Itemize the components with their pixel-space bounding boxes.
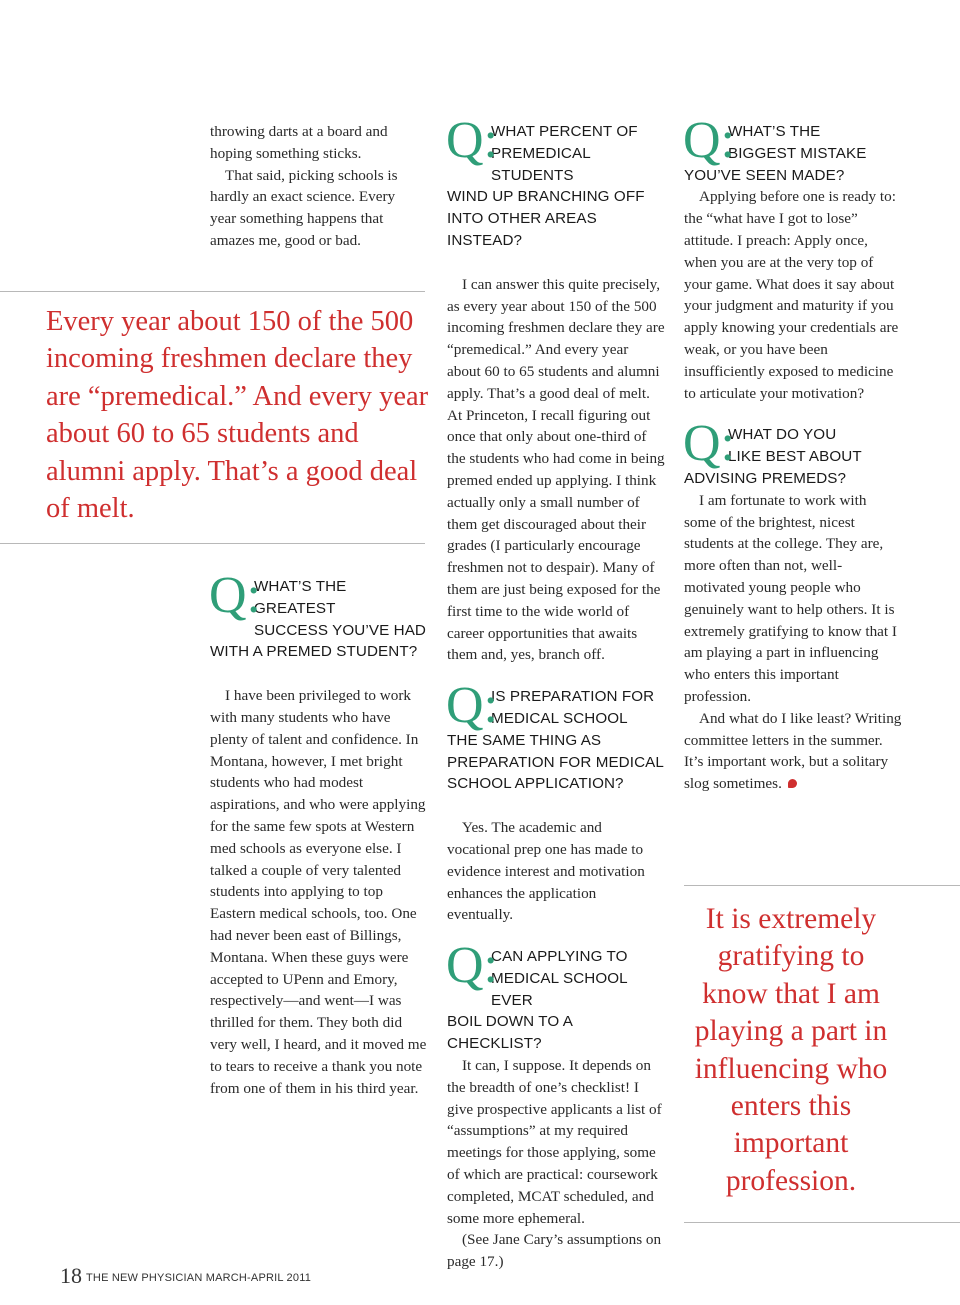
q-mark: Q: [209, 567, 261, 624]
question-line: LIKE BEST ABOUT [728, 448, 862, 466]
question-line: MEDICAL SCHOOL [491, 709, 628, 727]
answer-paragraph: Applying before one is ready to: the “what have I got to lose” attitude. I preach: Apply once, when you are at the very top of your game. What does it say about your judgment and maturity if you apply knowing your credentials are weak, or you have been insufficiently exposed to medicine to articulate your motivation? [684, 188, 899, 402]
question-line: PREMEDICAL STUDENTS [491, 144, 591, 184]
end-mark-icon [788, 779, 797, 788]
question-line: BIGGEST MISTAKE [728, 144, 867, 162]
answer-text: And what do I like least? Writing committee letters in the summer. It’s important work, but a solitary slog sometimes. [684, 709, 902, 793]
answer-paragraph [684, 708, 902, 795]
question-heading [683, 112, 902, 186]
column-1-qa [209, 567, 428, 1099]
answer-paragraph: I am fortunate to work with some of the brightest, nicest students at the college. They are, more often than not, well-motivated young people who genuinely want to help others. It is extremely gratifying to know that I am playing a part in influencing who enters this important profession. [684, 491, 897, 705]
question-line: WITH A PREMED STUDENT? [210, 643, 418, 661]
pull-quote-2: It is extremely gratifying to know that I am playing a part in influencing who enters this important profession. [694, 903, 888, 1197]
answer-paragraph: It can, I suppose. It depends on the breadth of one’s checklist! I give prospective applicants a list of “assumptions” at my required meetings for those applying, some of which are practical: coursework completed, MCAT scheduled, and some more ephemeral. [447, 1057, 662, 1227]
question-line: WIND UP BRANCHING OFF INTO OTHER AREAS INSTEAD? [447, 188, 645, 249]
question-heading [683, 415, 902, 489]
paragraph: throwing darts at a board and hoping something sticks. [210, 123, 388, 162]
question-line: SUCCESS YOU’VE HAD [254, 621, 426, 639]
question-line: WHAT’S THE GREATEST [254, 578, 347, 617]
answer-paragraph: I can answer this quite precisely, as every year about 150 of the 500 incoming freshmen declare they are “premedical.” And every year about 60 to 65 students and alumni apply. That’s a good deal of melt. At Princeton, I recall figuring out once that only about one-third of the students who had come in being premed ended up applying. I think actually only a small number of them get discouraged about their grades (I particularly encourage freshmen not to despair). Many of them are just being exposed for the first time to the wide world of career opportunities that awaits them and, yes, branch off. [447, 275, 665, 664]
question-heading [446, 937, 665, 1055]
q-mark: Q: [446, 112, 498, 169]
answer-paragraph: I have been privileged to work with many students who have plenty of talent and confidence. In Montana, however, I met bright students who had modest aspirations, and who were applying for the same few spots at Western med schools as everyone else. I talked a couple of very talented students into applying to top Eastern medical schools, too. One had never been east of Billings, Montana. When these guys were accepted to UPenn and Emory, respectively—and went—I was thrilled for them. They both did very well, I heard, and it moved me to tears to receive a thank you note from one of them in his third year. [210, 687, 427, 1097]
question-line: ADVISING PREMEDS? [684, 469, 847, 487]
paragraph: That said, picking schools is hardly an exact science. Every year something happens that amazes me, good or bad. [210, 166, 398, 249]
question-line: CAN APPLYING TO [491, 948, 628, 966]
question-line: WHAT PERCENT OF [491, 123, 638, 140]
question-line: MEDICAL SCHOOL EVER [491, 969, 628, 1009]
question-line: WHAT DO YOU [728, 426, 837, 444]
pull-quote-2-rule-top [684, 885, 960, 886]
magazine-name: THE NEW PHYSICIAN MARCH-APRIL 2011 [86, 1272, 312, 1284]
column-1-top [210, 121, 420, 252]
pull-quote-rule-bottom [0, 543, 425, 544]
q-mark: Q: [446, 937, 498, 995]
q-mark: Q: [446, 677, 498, 735]
question-heading [209, 567, 428, 663]
pull-quote-rule-top [0, 291, 425, 292]
column-2 [446, 112, 665, 1273]
column-3 [683, 112, 902, 795]
question-line: THE SAME THING AS PREPARATION FOR MEDICAL SCHOOL APPLICATION? [447, 731, 664, 793]
question-line: BOIL DOWN TO A CHECKLIST? [447, 1013, 573, 1053]
question-heading [446, 112, 665, 252]
answer-paragraph: (See Jane Cary’s assumptions on page 17.) [447, 1231, 662, 1271]
pull-quote-1: Every year about 150 of the 500 incoming freshmen declare they are “premedical.” And every year about 60 to 65 students and alumni apply. That’s a good deal of melt. [46, 306, 429, 525]
question-line: IS PREPARATION FOR [491, 688, 655, 706]
q-mark: Q: [683, 112, 735, 169]
pull-quote-2-rule-bottom [684, 1222, 960, 1223]
question-heading [446, 677, 665, 795]
question-line: WHAT’S THE [728, 123, 821, 140]
answer-paragraph: Yes. The academic and vocational prep one has made to evidence interest and motivation enhances the application eventually. [447, 819, 645, 924]
page-number: 18 [60, 1263, 82, 1288]
page-footer [60, 1263, 311, 1289]
q-mark: Q: [683, 415, 735, 473]
question-line: YOU’VE SEEN MADE? [684, 166, 845, 184]
